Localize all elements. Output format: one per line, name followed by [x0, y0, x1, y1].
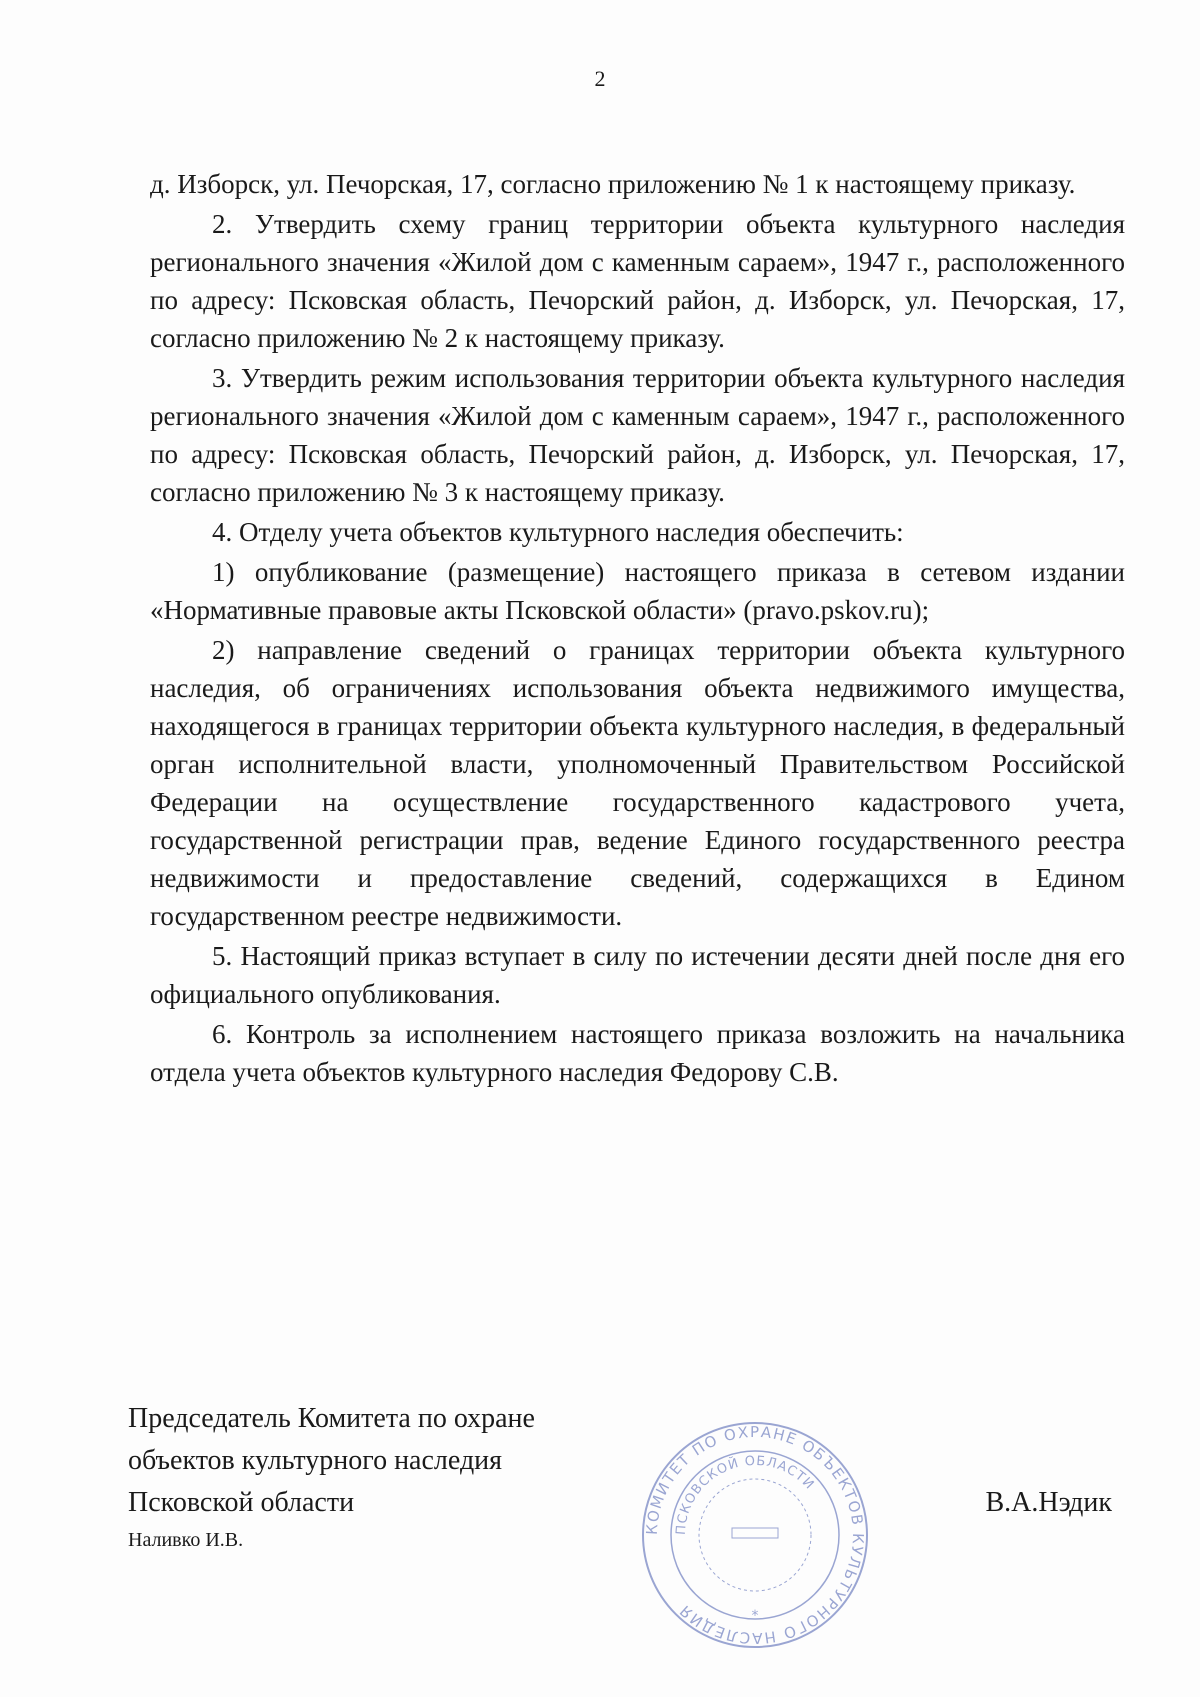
svg-text:ПСКОВСКОЙ ОБЛАСТИ — [674, 1454, 817, 1536]
paragraph-1-continuation: д. Изборск, ул. Печорская, 17, согласно приложению № 1 к настоящему приказу. — [150, 169, 1076, 199]
paragraph-4-item-1: 1) опубликование (размещение) настоящего приказа в сетевом издании «Нормативные правовые акты Псковской области» (pravo.pskov.ru); — [150, 557, 1125, 625]
signer-position-line-1: Председатель Комитета по охране — [128, 1403, 535, 1434]
paragraph-4-item-2: 2) направление сведений о границах территории объекта культурного наследия, об ограничениях использования объекта недвижимого имущества, находящегося в границах территории объекта культурного наследия, в федеральный орган исполнительной власти, уполномоченный Правительством Российской Федерации на осуществление государственного кадастрового учета, государственной регистрации прав, ведение Единого государственного реестра недвижимости и предоставление сведений, содержащихся в Едином государственном реестре недвижимости. — [150, 635, 1125, 931]
document-body — [150, 165, 1125, 1093]
svg-text:*: * — [751, 1608, 759, 1624]
paragraph-6: 6. Контроль за исполнением настоящего приказа возложить на начальника отдела учета объектов культурного наследия Федорову С.В. — [150, 1019, 1125, 1087]
signer-position-line-3: Псковской области — [128, 1487, 355, 1518]
signer-name: В.А.Нэдик — [985, 1487, 1112, 1518]
signature-block — [128, 1398, 1128, 1598]
executor-name: Наливко И.В. — [128, 1529, 244, 1551]
stamp-outer-text: КОМИТЕТ ПО ОХРАНЕ ОБЪЕКТОВ КУЛЬТУРНОГО НАСЛЕДИЯ — [642, 1422, 868, 1648]
page-number: 2 — [594, 66, 606, 91]
signer-position-line-2: объектов культурного наследия — [128, 1445, 503, 1476]
stamp-inner-text: ПСКОВСКОЙ ОБЛАСТИ — [673, 1453, 818, 1536]
paragraph-4: 4. Отделу учета объектов культурного наследия обеспечить: — [212, 517, 904, 547]
paragraph-3: 3. Утвердить режим использования территории объекта культурного наследия регионального значения «Жилой дом с каменным сараем», 1947 г., расположенного по адресу: Псковская область, Печорский район, д. Изборск, ул. Печорская, 17, согласно приложению № 3 к настоящему приказу. — [150, 363, 1125, 507]
official-stamp-icon — [640, 1420, 870, 1650]
paragraph-5: 5. Настоящий приказ вступает в силу по истечении десяти дней после дня его официального опубликования. — [150, 941, 1125, 1009]
paragraph-2: 2. Утвердить схему границ территории объекта культурного наследия регионального значения «Жилой дом с каменным сараем», 1947 г., расположенного по адресу: Псковская область, Печорский район, д. Изборск, ул. Печорская, 17, согласно приложению № 2 к настоящему приказу. — [150, 209, 1125, 353]
